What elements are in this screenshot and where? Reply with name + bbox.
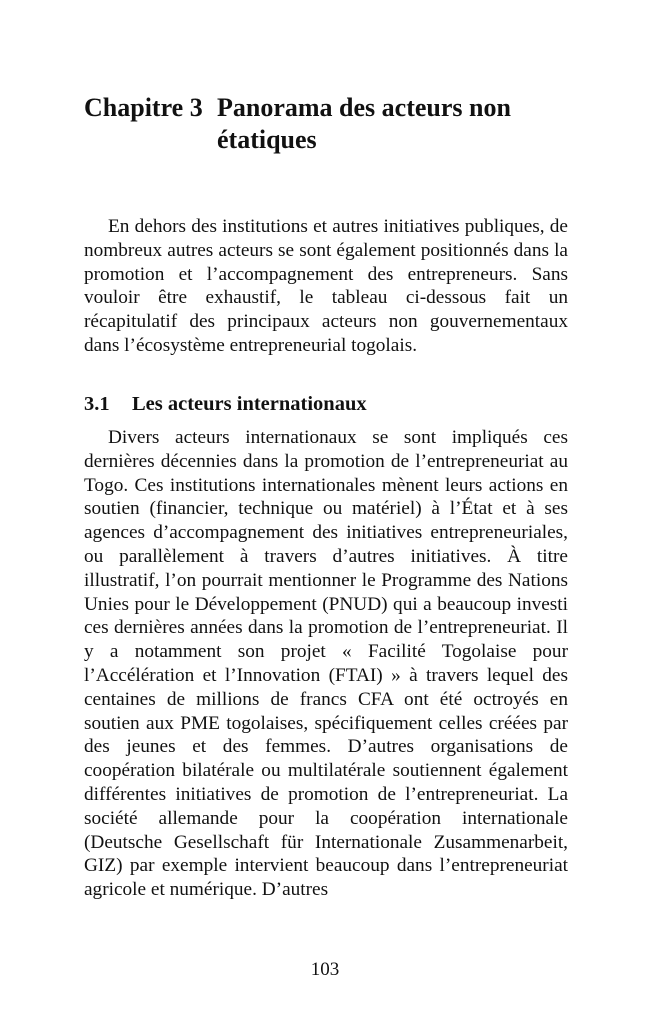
chapter-title [84, 92, 584, 156]
section-title: Les acteurs internationaux [132, 393, 367, 415]
chapter-number: Chapitre 3 [84, 93, 203, 122]
section-paragraph: Divers acteurs internationaux se sont impliqués ces dernières décennies dans la promotion de l’entrepreneuriat au Togo. Ces institutions internationales mènent leurs actions en soutien (financier, technique ou matériel) à l’État et à ses agences d’accompagnement des initiatives entrepreneuriales, ou parallèlement à travers d’autres initiatives. À titre illustratif, l’on pourrait mentionner le Programme des Nations Unies pour le Développement (PNUD) qui a beaucoup investi ces dernières années dans la promotion de l’entrepreneuriat. Il y a notamment son projet « Facilité Togolaise pour l’Accélération et l’Innovation (FTAI) » à travers lequel des centaines de millions de francs CFA ont été octroyés en soutien aux PME togolaises, spécifiquement celles créées par des jeunes et des femmes. D’autres organisations de coopération bilatérale ou multilatérale soutiennent également différentes initiatives de promotion de l’entrepreneuriat. La société allemande pour la coopération internationale (Deutsche Gesellschaft für Internationale Zusammenarbeit, GIZ) par exemple intervient beaucoup dans l’entrepreneuriat agricole et numérique. D’autres [84, 427, 568, 901]
intro-paragraph: En dehors des institutions et autres initiatives publiques, de nombreux autres acteurs se sont également positionnés dans la promotion et l’accompagnement des entrepreneurs. Sans vouloir être exhaustif, le tableau ci-dessous fait un récapitulatif des principaux acteurs non gouvernementaux dans l’écosystème entrepreneurial togolais. [84, 216, 568, 356]
section-heading [84, 391, 367, 417]
section-number: 3.1 [84, 393, 110, 415]
page-number: 103 [310, 959, 340, 980]
chapter-title-line2: étatiques [217, 125, 317, 154]
chapter-title-line1: Panorama des acteurs non [217, 93, 511, 122]
